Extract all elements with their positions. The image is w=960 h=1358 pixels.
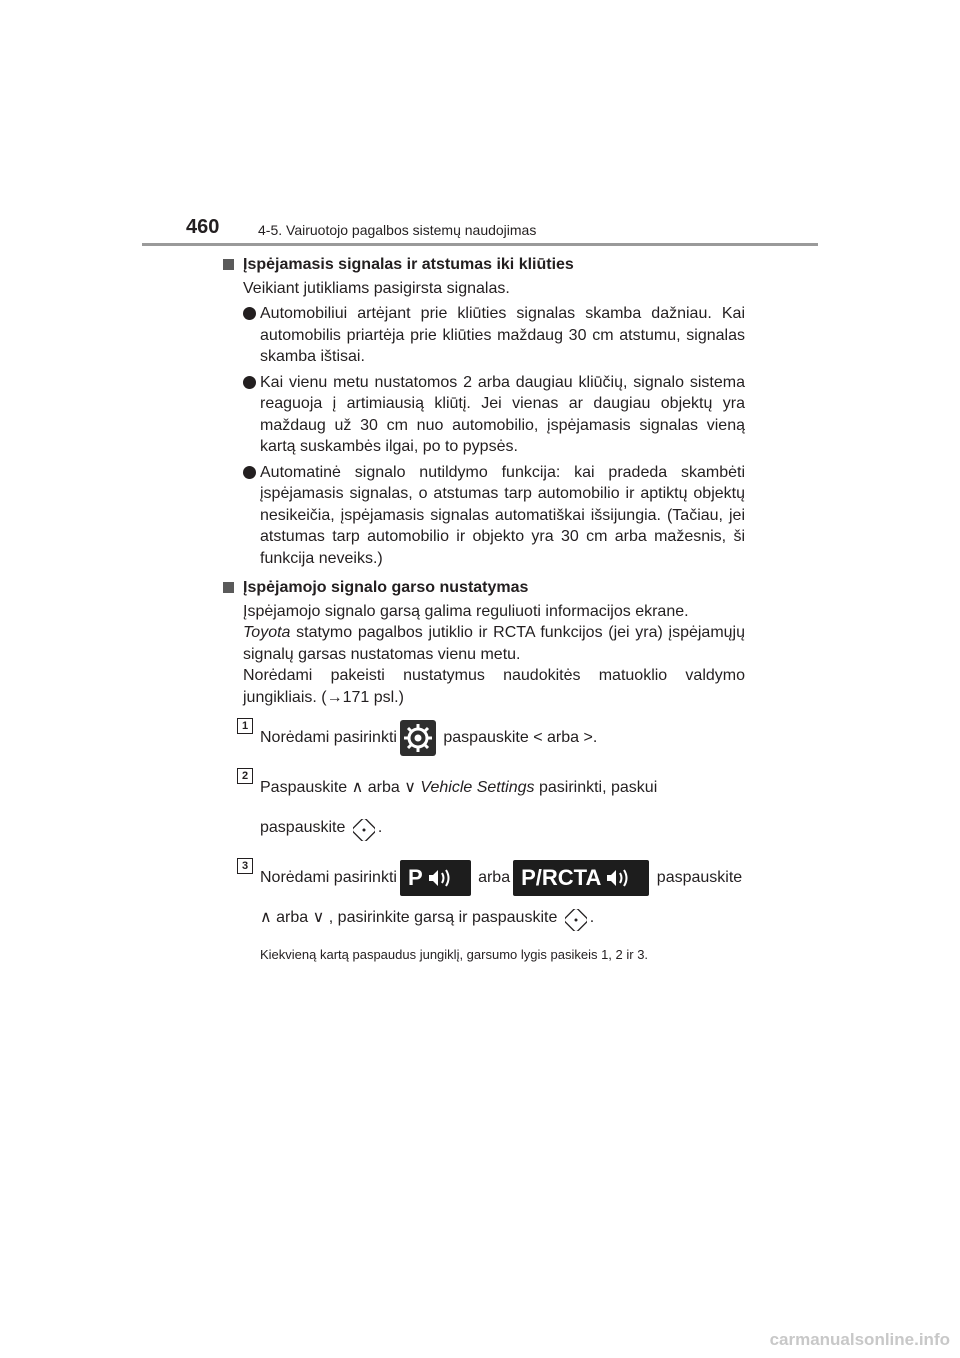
step-number: 2	[237, 768, 253, 784]
list-item-text: Automobiliui artėjant prie kliūties signalas skamba dažniau. Kai automobilis priartėja prie kliūties maždaug 30 cm atstumu, signalas skamba ištisai.	[260, 305, 745, 365]
menu-name: Vehicle Settings	[420, 779, 535, 796]
gear-icon	[400, 720, 436, 756]
step-text: .	[377, 819, 383, 836]
square-bullet-icon	[223, 259, 234, 270]
button-label: P/RCTA	[521, 864, 602, 890]
list-item	[221, 303, 745, 368]
note: Kiekvieną kartą paspaudus jungiklį, garsumo lygis pasikeis 1, 2 ir 3.	[260, 947, 649, 962]
brand-name: Toyota	[243, 624, 291, 641]
paragraph: Norėdami pakeisti nustatymus naudokitės matuoklio valdymo jungikliais. (→171 psl.)	[243, 667, 745, 706]
paragraph: Įspėjamojo signalo garsą galima reguliuoti informacijos ekrane.	[243, 602, 689, 620]
step-1	[221, 718, 745, 758]
step-text: Norėdami pasirinkti	[260, 869, 397, 886]
enter-button-icon	[565, 907, 587, 929]
list-item-text: Kai vienu metu nustatomos 2 arba daugiau kliūčių, signalo sistema reaguoja į artimiausią kliūtį. Jei vienas ar daugiau objektų yra maždaug už 30 cm nuo automobilio, įspėjamasis signalas vieną kartą suskambės ilgai, po to pypsės.	[260, 373, 745, 455]
page-content	[221, 254, 745, 966]
section-heading	[221, 254, 745, 276]
list-item	[221, 372, 745, 458]
section-heading-text: Įspėjamojo signalo garso nustatymas	[243, 579, 529, 596]
list-item-text: Automatinė signalo nutildymo funkcija: kai pradeda skambėti įspėjamasis signalas, o atstumas tarp automobilio ir aptiktų objektų nesikeičia, įspėjamasis signalas automatiškai išsijungia. (Tačiau, jei atstumas tarp automobilio ir objekto yra 30 cm arba mažesnis, ši funkcija neveiks.)	[260, 463, 745, 567]
bullet-icon	[243, 376, 256, 389]
enter-button-icon	[353, 817, 375, 839]
paragraph: Veikiant jutikliams pasigirsta signalas.	[243, 279, 510, 297]
step-text: .	[589, 909, 595, 926]
chapter-title: 4-5. Vairuotojo pagalbos sistemų naudojimas	[258, 222, 537, 238]
bullet-icon	[243, 307, 256, 320]
step-text: Norėdami pasirinkti	[260, 729, 397, 746]
paragraph-text: statymo pagalbos jutiklio ir RCTA funkcijos (jei yra) įspėjamųjų signalų garsas nustatomas vienu metu.	[243, 624, 745, 663]
header-divider	[142, 243, 818, 246]
bullet-icon	[243, 466, 256, 479]
rcta-sound-icon	[513, 860, 649, 896]
step-text: paspauskite	[260, 819, 346, 836]
step-text: paspauskite < arba >.	[438, 729, 598, 746]
page-number: 460	[186, 216, 220, 238]
step-text: ∧ arba ∨ , pasirinkite garsą ir paspauskite	[260, 909, 558, 926]
step-2	[221, 768, 745, 848]
step-text: Paspauskite ∧ arba ∨	[260, 779, 421, 796]
section-heading-text: Įspėjamasis signalas ir atstumas iki kliūties	[243, 256, 574, 273]
list-item	[221, 462, 745, 570]
button-label: P	[407, 864, 423, 890]
step-text: pasirinkti, paskui	[534, 779, 658, 796]
watermark: carmanualsonline.info	[769, 1330, 950, 1349]
step-text: arba	[473, 869, 511, 886]
step-number: 1	[237, 718, 253, 734]
step-text: paspauskite	[652, 869, 743, 886]
step-number: 3	[237, 858, 253, 874]
square-bullet-icon	[223, 582, 234, 593]
paragraph	[221, 622, 745, 665]
section-heading	[221, 577, 745, 599]
parking-sound-icon	[400, 860, 471, 896]
step-3	[221, 858, 745, 938]
